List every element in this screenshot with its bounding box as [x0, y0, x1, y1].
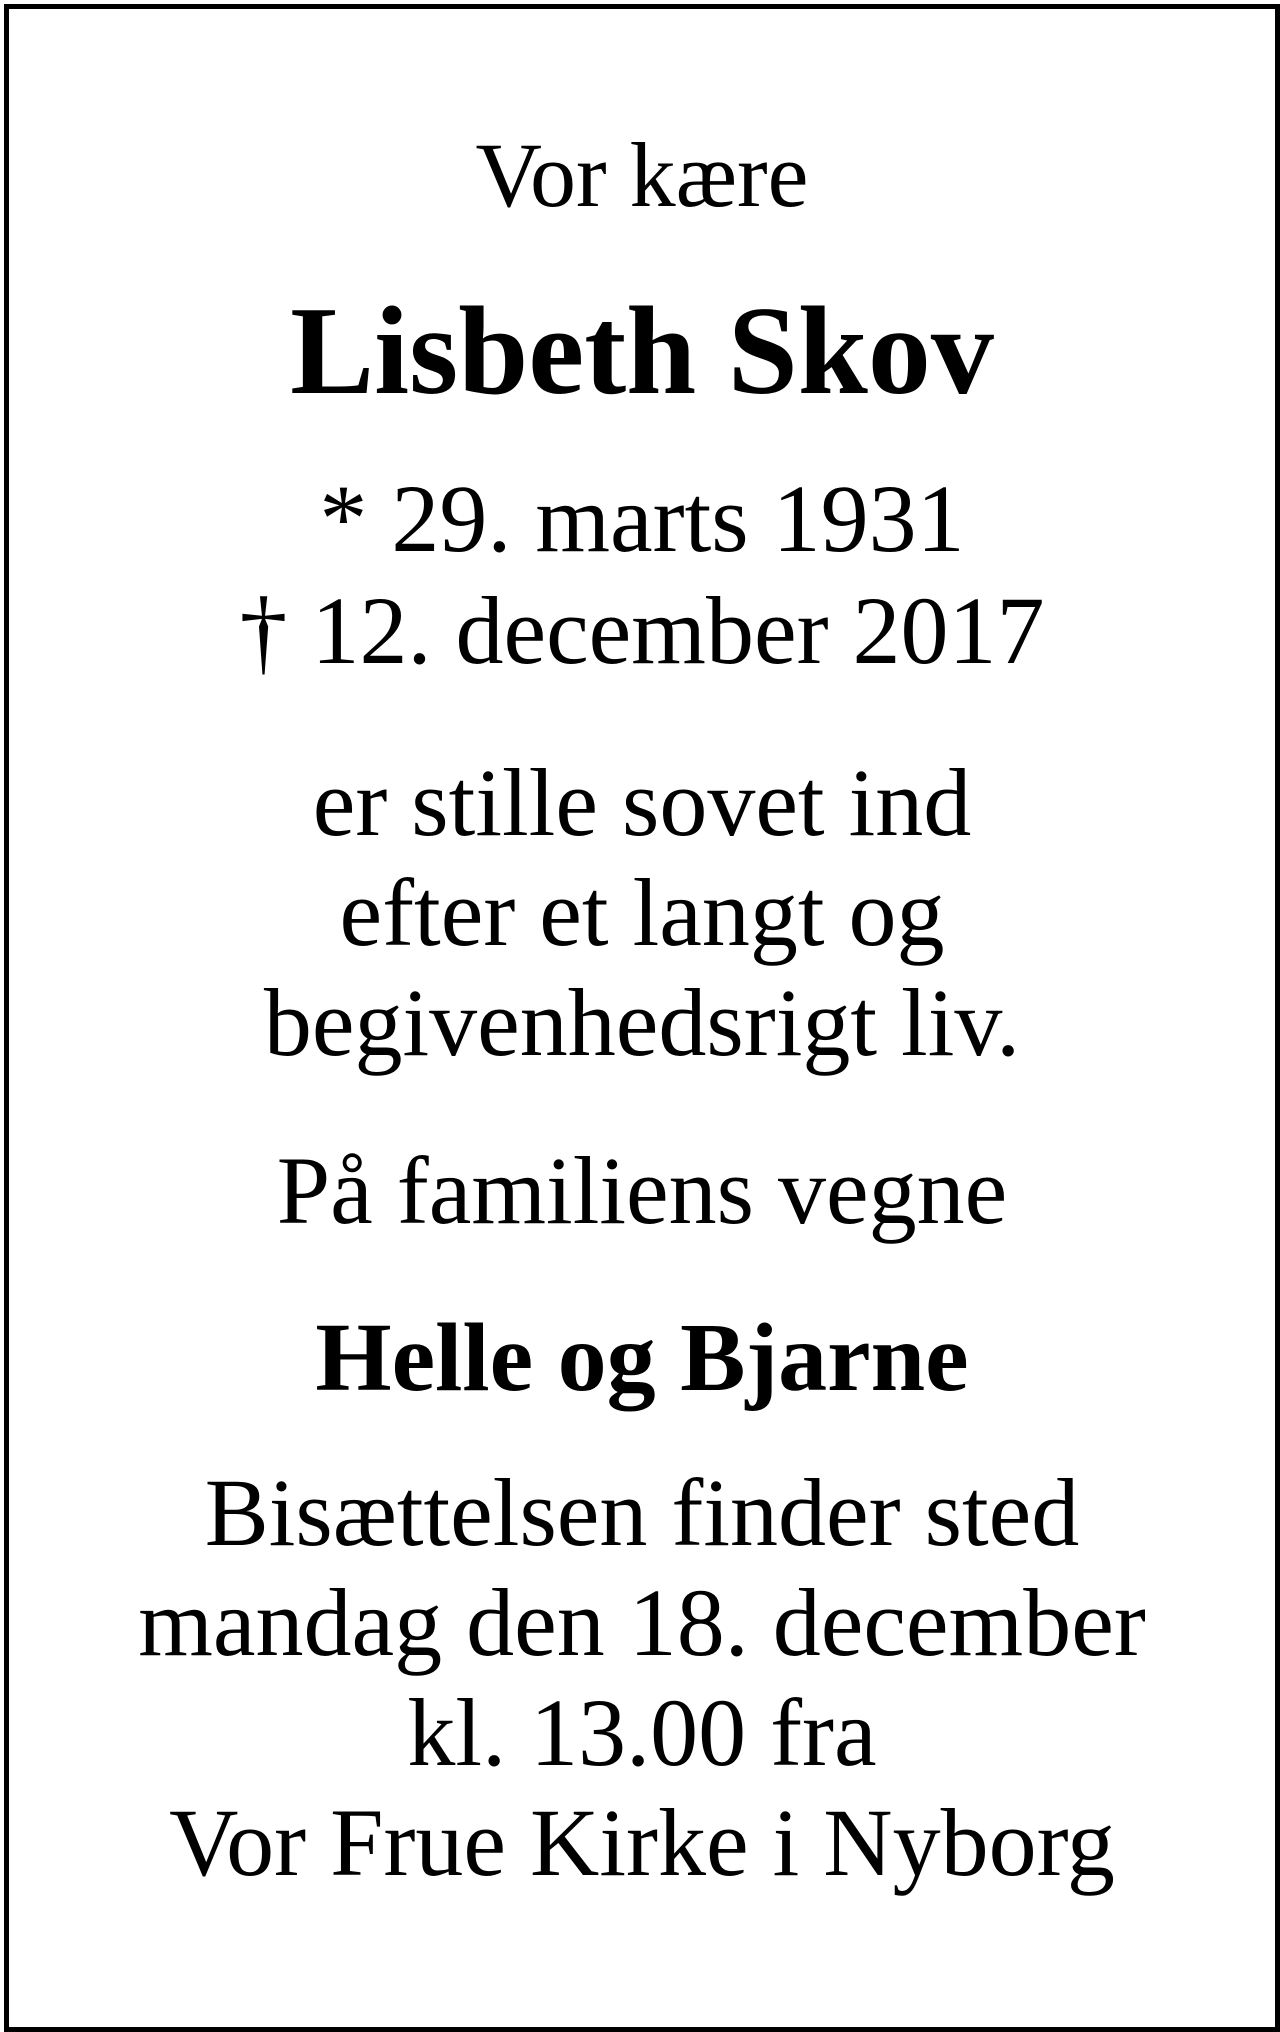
message-line: begivenhedsrigt liv. — [263, 969, 1021, 1076]
message-line: er stille sovet ind — [312, 749, 972, 856]
intro-text: Vor kære — [475, 124, 809, 226]
funeral-info-line: Vor Frue Kirke i Nyborg — [169, 1789, 1115, 1896]
death-date: † 12. december 2017 — [239, 577, 1045, 684]
obituary-notice — [4, 4, 1280, 2032]
funeral-info-line: Bisættelsen finder sted — [204, 1459, 1080, 1566]
funeral-info-line: mandag den 18. december — [138, 1569, 1146, 1676]
signers-names: Helle og Bjarne — [315, 1304, 969, 1412]
message-line: efter et langt og — [339, 859, 945, 966]
birth-date: * 29. marts 1931 — [319, 465, 965, 572]
funeral-info-line: kl. 13.00 fra — [407, 1679, 877, 1786]
deceased-name: Lisbeth Skov — [290, 282, 994, 421]
on-behalf-text: På familiens vegne — [276, 1137, 1008, 1244]
